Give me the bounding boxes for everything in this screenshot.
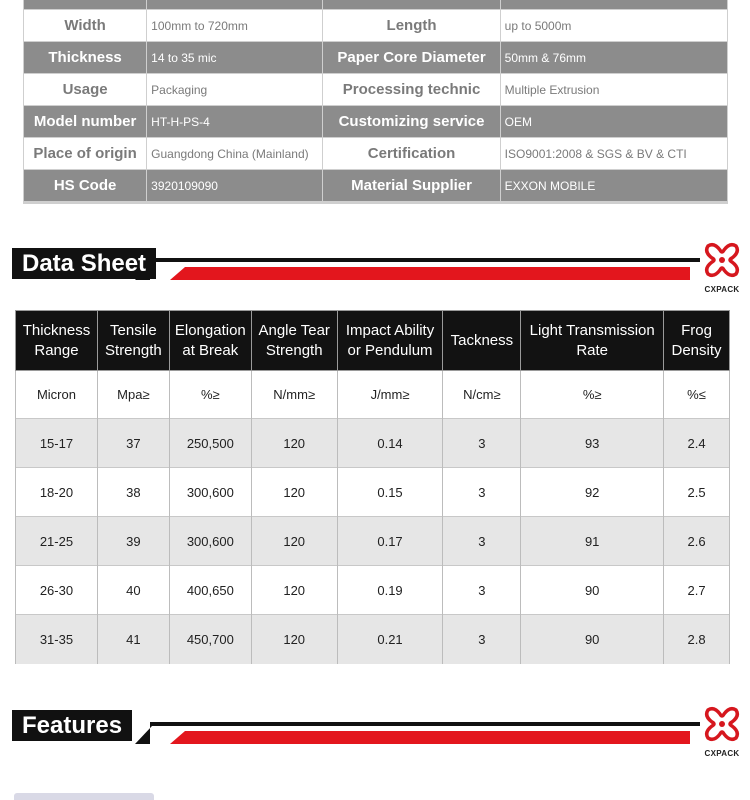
unit-cell: %≤ [664, 371, 730, 419]
features-banner [0, 704, 750, 764]
table-cell: 120 [251, 566, 337, 615]
column-header-line: Angle Tear [258, 321, 330, 339]
table-cell: 3 [443, 419, 521, 468]
spec-row [24, 74, 727, 105]
table-cell: 0.14 [337, 419, 443, 468]
spec-row [24, 10, 727, 41]
feature-image-edge [14, 793, 154, 800]
table-cell: 18-20 [16, 468, 98, 517]
table-cell: 120 [251, 419, 337, 468]
table-cell: 300,600 [169, 517, 251, 566]
table-cell: 90 [521, 615, 664, 664]
spec-label [323, 0, 499, 9]
table-cell: 0.15 [337, 468, 443, 517]
table-cell: 39 [97, 517, 169, 566]
spec-row [24, 106, 727, 137]
column-header [443, 311, 521, 371]
table-cell: 400,650 [169, 566, 251, 615]
spec-value: Guangdong China (Mainland) [147, 138, 322, 169]
spec-label: Usage [24, 74, 146, 105]
unit-cell: J/mm≥ [337, 371, 443, 419]
section-title-data-sheet: Data Sheet [12, 248, 156, 279]
spec-label: Certification [323, 138, 499, 169]
table-cell: 0.21 [337, 615, 443, 664]
table-cell: 26-30 [16, 566, 98, 615]
spec-label: Place of origin [24, 138, 146, 169]
table-cell: 41 [97, 615, 169, 664]
cxpack-logo-icon [700, 704, 744, 744]
spec-label: Paper Core Diameter [323, 42, 499, 73]
spec-value: 14 to 35 mic [147, 42, 322, 73]
table-cell: 3 [443, 566, 521, 615]
spec-row [24, 42, 727, 73]
table-cell: 91 [521, 517, 664, 566]
spec-table [23, 0, 728, 202]
column-header-line: at Break [182, 341, 239, 359]
table-cell: 2.4 [664, 419, 730, 468]
column-header-line: or Pendulum [347, 341, 433, 359]
table-cell: 31-35 [16, 615, 98, 664]
table-row [16, 615, 730, 664]
spec-label: Width [24, 10, 146, 41]
table-cell: 93 [521, 419, 664, 468]
column-header-line: Range [34, 341, 79, 359]
table-cell: 3 [443, 615, 521, 664]
unit-cell: Micron [16, 371, 98, 419]
cxpack-logo-icon [700, 240, 744, 280]
table-cell: 37 [97, 419, 169, 468]
table-row [16, 419, 730, 468]
unit-cell: N/cm≥ [443, 371, 521, 419]
table-cell: 2.7 [664, 566, 730, 615]
spec-value [501, 0, 727, 9]
spec-label: Processing technic [323, 74, 499, 105]
table-cell: 21-25 [16, 517, 98, 566]
column-header [521, 311, 664, 371]
table-cell: 2.6 [664, 517, 730, 566]
spec-label: Thickness [24, 42, 146, 73]
data-sheet-banner [0, 240, 750, 300]
column-header-line: Tackness [450, 331, 514, 349]
column-header-line: Strength [105, 341, 162, 359]
column-header-line: Rate [576, 341, 609, 359]
spec-label: Customizing service [323, 106, 499, 137]
table-row [16, 566, 730, 615]
table-row [16, 468, 730, 517]
column-header-line: Elongation [174, 321, 246, 339]
logo-text: CXPACK [704, 285, 740, 294]
table-cell: 40 [97, 566, 169, 615]
spec-value: 100mm to 720mm [147, 10, 322, 41]
table-row [16, 517, 730, 566]
column-header [251, 311, 337, 371]
section-title-features: Features [12, 710, 132, 741]
column-header-line: Impact Ability [345, 321, 435, 339]
spec-value: 3920109090 [147, 170, 322, 201]
column-header-line: Thickness [22, 321, 91, 339]
unit-cell: %≥ [169, 371, 251, 419]
spec-value: EXXON MOBILE [501, 170, 727, 201]
spec-row [24, 0, 727, 9]
table-cell: 2.8 [664, 615, 730, 664]
table-cell: 92 [521, 468, 664, 517]
data-sheet-header-row [16, 311, 730, 371]
cxpack-logo [700, 704, 744, 758]
table-cell: 250,500 [169, 419, 251, 468]
unit-cell: %≥ [521, 371, 664, 419]
spec-value: Multiple Extrusion [501, 74, 727, 105]
table-cell: 38 [97, 468, 169, 517]
table-cell: 3 [443, 517, 521, 566]
table-cell: 15-17 [16, 419, 98, 468]
column-header [169, 311, 251, 371]
spec-label: Model number [24, 106, 146, 137]
spec-row [24, 138, 727, 169]
spec-label [24, 0, 146, 9]
spec-value: ISO9001:2008 & SGS & BV & CTI [501, 138, 727, 169]
spec-value [147, 0, 322, 9]
spec-value: 50mm & 76mm [501, 42, 727, 73]
table-cell: 300,600 [169, 468, 251, 517]
column-header-line: Light Transmission [529, 321, 655, 339]
column-header [337, 311, 443, 371]
data-sheet-table [15, 310, 730, 664]
column-header-line: Strength [265, 341, 323, 359]
column-header [16, 311, 98, 371]
table-cell: 90 [521, 566, 664, 615]
spec-value: OEM [501, 106, 727, 137]
spec-value: Packaging [147, 74, 322, 105]
unit-cell: N/mm≥ [251, 371, 337, 419]
column-header-line: Frog [681, 321, 712, 339]
table-cell: 120 [251, 468, 337, 517]
column-header-line: Density [671, 341, 722, 359]
spec-label: Length [323, 10, 499, 41]
table-cell: 2.5 [664, 468, 730, 517]
spec-table-container [23, 0, 728, 204]
spec-value: up to 5000m [501, 10, 727, 41]
logo-text: CXPACK [704, 749, 740, 758]
column-header-line: Tensile [110, 321, 157, 339]
unit-cell: Mpa≥ [97, 371, 169, 419]
units-row [16, 371, 730, 419]
spec-value: HT-H-PS-4 [147, 106, 322, 137]
table-cell: 120 [251, 615, 337, 664]
spec-label: HS Code [24, 170, 146, 201]
column-header [97, 311, 169, 371]
table-cell: 120 [251, 517, 337, 566]
table-cell: 0.19 [337, 566, 443, 615]
table-cell: 450,700 [169, 615, 251, 664]
spec-label: Material Supplier [323, 170, 499, 201]
table-cell: 3 [443, 468, 521, 517]
table-cell: 0.17 [337, 517, 443, 566]
spec-row [24, 170, 727, 201]
column-header [664, 311, 730, 371]
cxpack-logo [700, 240, 744, 294]
